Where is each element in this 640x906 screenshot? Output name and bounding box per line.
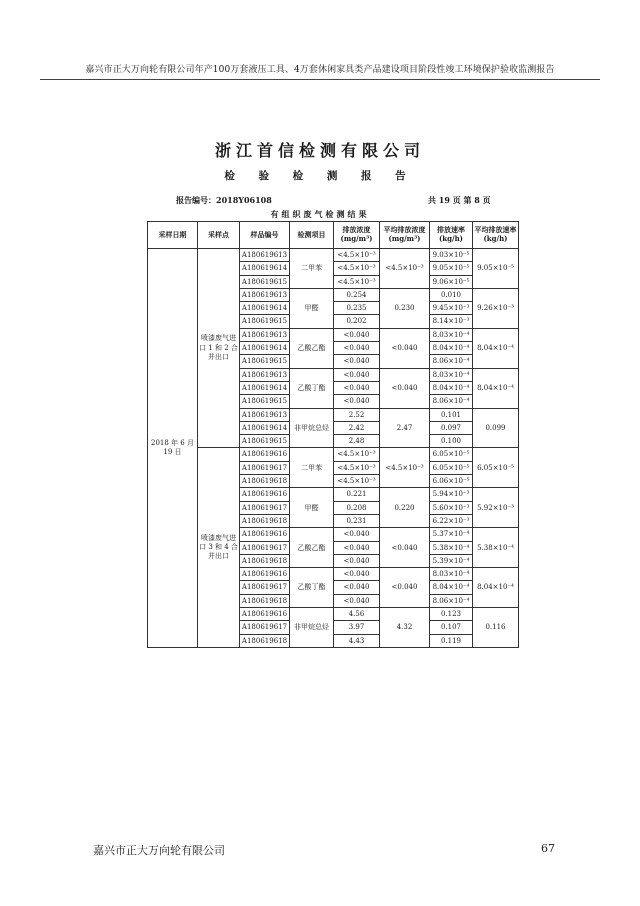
sample-id-cell: A180619616 — [240, 568, 290, 581]
avg-concentration-cell: <4.5×10⁻³ — [380, 249, 430, 289]
sample-id-cell: A180619614 — [240, 421, 290, 434]
concentration-cell: <4.5×10⁻³ — [334, 249, 380, 262]
running-header: 嘉兴市正大万向轮有限公司年产100万套液压工具、4万套休闲家具类产品建设项目阶段性竣工环境保护验收监测报告 — [40, 62, 600, 80]
emission-rate-cell: 8.06×10⁻⁴ — [430, 395, 473, 408]
sampling-date-cell: 2018 年 6 月 19 日 — [148, 249, 198, 648]
report-title: 检 验 检 测 报 告 — [224, 170, 416, 182]
emission-rate-cell: 9.03×10⁻⁵ — [430, 249, 473, 262]
col-header-point: 采样点 — [198, 222, 240, 249]
page-info: 共 19 页 第 8 页 — [428, 195, 491, 205]
concentration-cell: <4.5×10⁻³ — [334, 275, 380, 288]
emission-rate-cell: 5.39×10⁻⁴ — [430, 554, 473, 567]
test-item-cell: 甲醛 — [290, 288, 334, 328]
avg-concentration-cell: 4.32 — [380, 608, 430, 648]
emission-rate-cell: 0.097 — [430, 421, 473, 434]
table-header-row — [148, 222, 519, 249]
sample-id-cell: A180619615 — [240, 355, 290, 368]
emission-rate-cell: 6.05×10⁻⁵ — [430, 461, 473, 474]
avg-emission-rate-cell: 8.04×10⁻⁴ — [473, 568, 519, 608]
company-name: 浙江首信检测有限公司 — [214, 141, 425, 160]
sample-id-cell: A180619617 — [240, 461, 290, 474]
emission-rate-cell: 8.06×10⁻⁴ — [430, 355, 473, 368]
sample-id-cell: A180619615 — [240, 435, 290, 448]
emission-rate-cell: 8.04×10⁻⁴ — [430, 581, 473, 594]
emission-rate-cell: 9.06×10⁻⁵ — [430, 275, 473, 288]
avg-emission-rate-cell: 9.26×10⁻³ — [473, 288, 519, 328]
concentration-cell: <4.5×10⁻³ — [334, 262, 380, 275]
emission-rate-cell: 8.03×10⁻⁴ — [430, 568, 473, 581]
concentration-cell: <4.5×10⁻³ — [334, 475, 380, 488]
emission-rate-cell: 8.14×10⁻³ — [430, 315, 473, 328]
emission-rate-cell: 5.94×10⁻³ — [430, 488, 473, 501]
sample-id-cell: A180619618 — [240, 475, 290, 488]
concentration-cell: <0.040 — [334, 594, 380, 607]
sample-id-cell: A180619618 — [240, 514, 290, 527]
concentration-cell: 0.208 — [334, 501, 380, 514]
concentration-cell: 0.254 — [334, 288, 380, 301]
sample-id-cell: A180619618 — [240, 554, 290, 567]
concentration-cell: <0.040 — [334, 581, 380, 594]
test-item-cell: 非甲烷总烃 — [290, 408, 334, 448]
avg-emission-rate-cell: 0.116 — [473, 608, 519, 648]
avg-emission-rate-cell: 6.05×10⁻⁵ — [473, 448, 519, 488]
sample-id-cell: A180619614 — [240, 262, 290, 275]
emission-rate-cell: 8.06×10⁻⁴ — [430, 594, 473, 607]
avg-concentration-cell: 0.230 — [380, 288, 430, 328]
col-header-avg-rate: 平均排放速率 (kg/h) — [473, 222, 519, 249]
test-item-cell: 二甲苯 — [290, 448, 334, 488]
sample-id-cell: A180619614 — [240, 342, 290, 355]
concentration-cell: <0.040 — [334, 528, 380, 541]
avg-emission-rate-cell: 5.38×10⁻⁴ — [473, 528, 519, 568]
emission-rate-cell: 0.100 — [430, 435, 473, 448]
sample-id-cell: A180619615 — [240, 395, 290, 408]
sample-id-cell: A180619616 — [240, 488, 290, 501]
test-item-cell: 二甲苯 — [290, 249, 334, 289]
emission-rate-cell: 5.60×10⁻³ — [430, 501, 473, 514]
table-row — [148, 448, 519, 461]
concentration-cell: 2.48 — [334, 435, 380, 448]
sample-id-cell: A180619613 — [240, 328, 290, 341]
concentration-cell: <0.040 — [334, 342, 380, 355]
sample-id-cell: A180619613 — [240, 288, 290, 301]
emission-rate-cell: 0.107 — [430, 621, 473, 634]
table-row — [148, 249, 519, 262]
concentration-cell: 0.235 — [334, 302, 380, 315]
emission-rate-cell: 6.22×10⁻³ — [430, 514, 473, 527]
avg-concentration-cell: 0.220 — [380, 488, 430, 528]
emission-rate-cell: 6.06×10⁻⁵ — [430, 475, 473, 488]
sample-id-cell: A180619616 — [240, 608, 290, 621]
sample-id-cell: A180619617 — [240, 581, 290, 594]
sampling-point-cell: 喷漆废气进口 1 和 2 合并出口 — [198, 249, 240, 448]
sample-id-cell: A180619617 — [240, 501, 290, 514]
test-item-cell: 乙酸乙酯 — [290, 328, 334, 368]
concentration-cell: <0.040 — [334, 554, 380, 567]
results-table — [147, 221, 519, 648]
concentration-cell: <0.040 — [334, 328, 380, 341]
emission-rate-cell: 6.05×10⁻⁵ — [430, 448, 473, 461]
emission-rate-cell: 5.38×10⁻⁴ — [430, 541, 473, 554]
concentration-cell: <0.040 — [334, 395, 380, 408]
emission-rate-cell: 9.05×10⁻⁵ — [430, 262, 473, 275]
concentration-cell: 2.52 — [334, 408, 380, 421]
sample-id-cell: A180619616 — [240, 528, 290, 541]
col-header-sample-id: 样品编号 — [240, 222, 290, 249]
report-number: 报告编号：2018Y06108 — [176, 195, 272, 205]
avg-concentration-cell: <0.040 — [380, 568, 430, 608]
avg-concentration-cell: <0.040 — [380, 368, 430, 408]
emission-rate-cell: 0.119 — [430, 634, 473, 647]
sample-id-cell: A180619615 — [240, 275, 290, 288]
emission-rate-cell: 8.04×10⁻⁴ — [430, 342, 473, 355]
emission-rate-cell: 8.04×10⁻⁴ — [430, 381, 473, 394]
results-body — [148, 249, 519, 648]
col-header-concentration: 排放浓度 (mg/m³) — [334, 222, 380, 249]
sample-id-cell: A180619613 — [240, 368, 290, 381]
test-item-cell: 乙酸丁酯 — [290, 368, 334, 408]
sample-id-cell: A180619613 — [240, 408, 290, 421]
concentration-cell: 0.221 — [334, 488, 380, 501]
test-item-cell: 非甲烷总烃 — [290, 608, 334, 648]
concentration-cell: 3.97 — [334, 621, 380, 634]
footer-page-number: 67 — [541, 842, 555, 855]
avg-concentration-cell: <0.040 — [380, 528, 430, 568]
concentration-cell: 4.43 — [334, 634, 380, 647]
sample-id-cell: A180619618 — [240, 634, 290, 647]
avg-emission-rate-cell: 8.04×10⁻⁴ — [473, 368, 519, 408]
test-item-cell: 乙酸乙酯 — [290, 528, 334, 568]
sample-id-cell: A180619614 — [240, 302, 290, 315]
emission-rate-cell: 0.010 — [430, 288, 473, 301]
emission-rate-cell: 9.45×10⁻³ — [430, 302, 473, 315]
avg-concentration-cell: 2.47 — [380, 408, 430, 448]
avg-emission-rate-cell: 8.04×10⁻⁴ — [473, 328, 519, 368]
concentration-cell: <0.040 — [334, 541, 380, 554]
concentration-cell: <0.040 — [334, 568, 380, 581]
concentration-cell: 4.56 — [334, 608, 380, 621]
avg-emission-rate-cell: 5.92×10⁻³ — [473, 488, 519, 528]
emission-rate-cell: 8.03×10⁻⁴ — [430, 368, 473, 381]
concentration-cell: <0.040 — [334, 381, 380, 394]
test-item-cell: 乙酸丁酯 — [290, 568, 334, 608]
concentration-cell: <0.040 — [334, 368, 380, 381]
concentration-cell: 0.202 — [334, 315, 380, 328]
table-title: 有组织废气检测结果 — [270, 209, 370, 219]
col-header-rate: 排放速率 (kg/h) — [430, 222, 473, 249]
concentration-cell: <4.5×10⁻³ — [334, 461, 380, 474]
concentration-cell: 2.42 — [334, 421, 380, 434]
sample-id-cell: A180619618 — [240, 594, 290, 607]
concentration-cell: 0.231 — [334, 514, 380, 527]
footer-company: 嘉兴市正大万向轮有限公司 — [93, 844, 225, 857]
sample-id-cell: A180619614 — [240, 381, 290, 394]
col-header-avg-concentration: 平均排放浓度 (mg/m³) — [380, 222, 430, 249]
sample-id-cell: A180619616 — [240, 448, 290, 461]
test-item-cell: 甲醛 — [290, 488, 334, 528]
avg-concentration-cell: <4.5×10⁻³ — [380, 448, 430, 488]
avg-emission-rate-cell: 9.05×10⁻⁵ — [473, 249, 519, 289]
avg-concentration-cell: <0.040 — [380, 328, 430, 368]
concentration-cell: <0.040 — [334, 355, 380, 368]
sample-id-cell: A180619615 — [240, 315, 290, 328]
col-header-date: 采样日期 — [148, 222, 198, 249]
sample-id-cell: A180619613 — [240, 249, 290, 262]
sample-id-cell: A180619617 — [240, 621, 290, 634]
emission-rate-cell: 0.101 — [430, 408, 473, 421]
emission-rate-cell: 8.03×10⁻⁴ — [430, 328, 473, 341]
sample-id-cell: A180619617 — [240, 541, 290, 554]
emission-rate-cell: 0.123 — [430, 608, 473, 621]
concentration-cell: <4.5×10⁻³ — [334, 448, 380, 461]
col-header-item: 检测项目 — [290, 222, 334, 249]
sampling-point-cell: 喷漆废气进口 3 和 4 合并出口 — [198, 448, 240, 647]
emission-rate-cell: 5.37×10⁻⁴ — [430, 528, 473, 541]
avg-emission-rate-cell: 0.099 — [473, 408, 519, 448]
